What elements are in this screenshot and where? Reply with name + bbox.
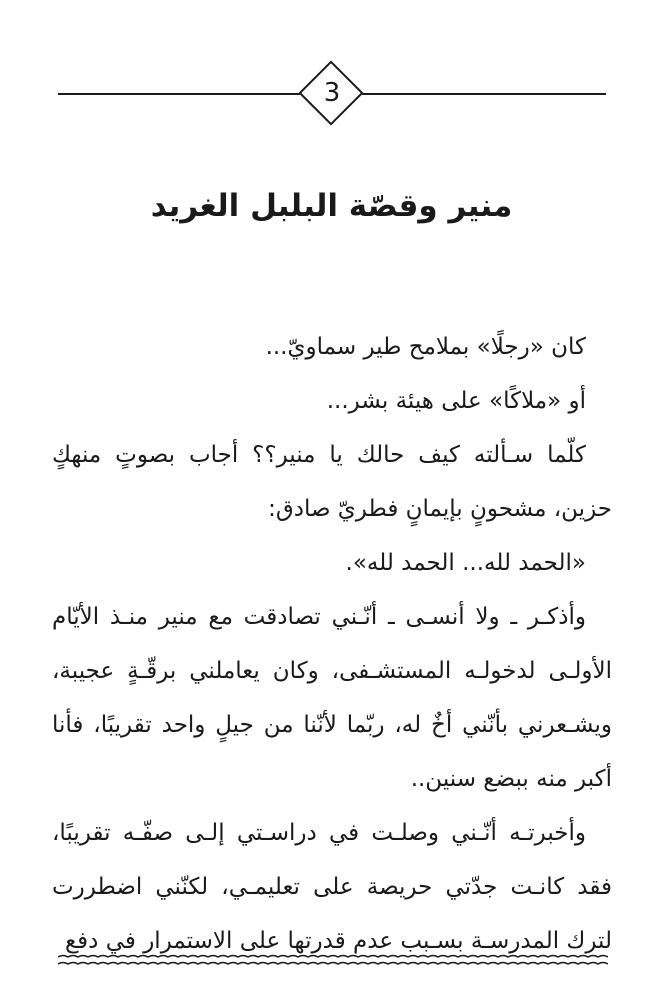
header-line-right	[362, 93, 606, 95]
paragraph: وأذكـر ـ ولا أنسـى ـ أنّـني تصادقت مع منير منـذ الأيّام الأولـى لدخولـه المستشـفى، وكان يعاملني برقّـةٍ عجيبة، ويشـعرني بأنّني أخٌ له، ربّما لأنّنا من جيلٍ واحد تقريبًا، فأنا أكبر منه ببضع سنين..	[52, 604, 612, 792]
footer-wave-ornament	[58, 952, 608, 968]
paragraph: كلّما سـألته كيف حالك يا منير؟؟ أجاب بصوتٍ منهكٍ حزين، مشحونٍ بإيمانٍ فطريّ صادق:	[52, 442, 612, 522]
paragraph: وأخبرتـه أنّـني وصلـت في دراسـتي إلـى صفّـه تقريبًا، فقد كانـت جدّتي حريصة على تعليمـي، لكنّني اضطررت لترك المدرسـة بسـبب عدم قدرتها على الاستمرار في دفع	[52, 820, 612, 954]
paragraph: أو «ملاكًا» على هيئة بشر...	[326, 388, 586, 414]
paragraph: كان «رجلًا» بملامح طير سماويّ...	[265, 334, 586, 360]
chapter-number: 3	[323, 78, 341, 108]
header-line-left	[58, 93, 302, 95]
chapter-title: منير وقصّة البلبل الغريد	[150, 188, 513, 224]
body-text	[52, 320, 612, 968]
paragraph: «الحمد لله... الحمد لله».	[345, 550, 586, 576]
